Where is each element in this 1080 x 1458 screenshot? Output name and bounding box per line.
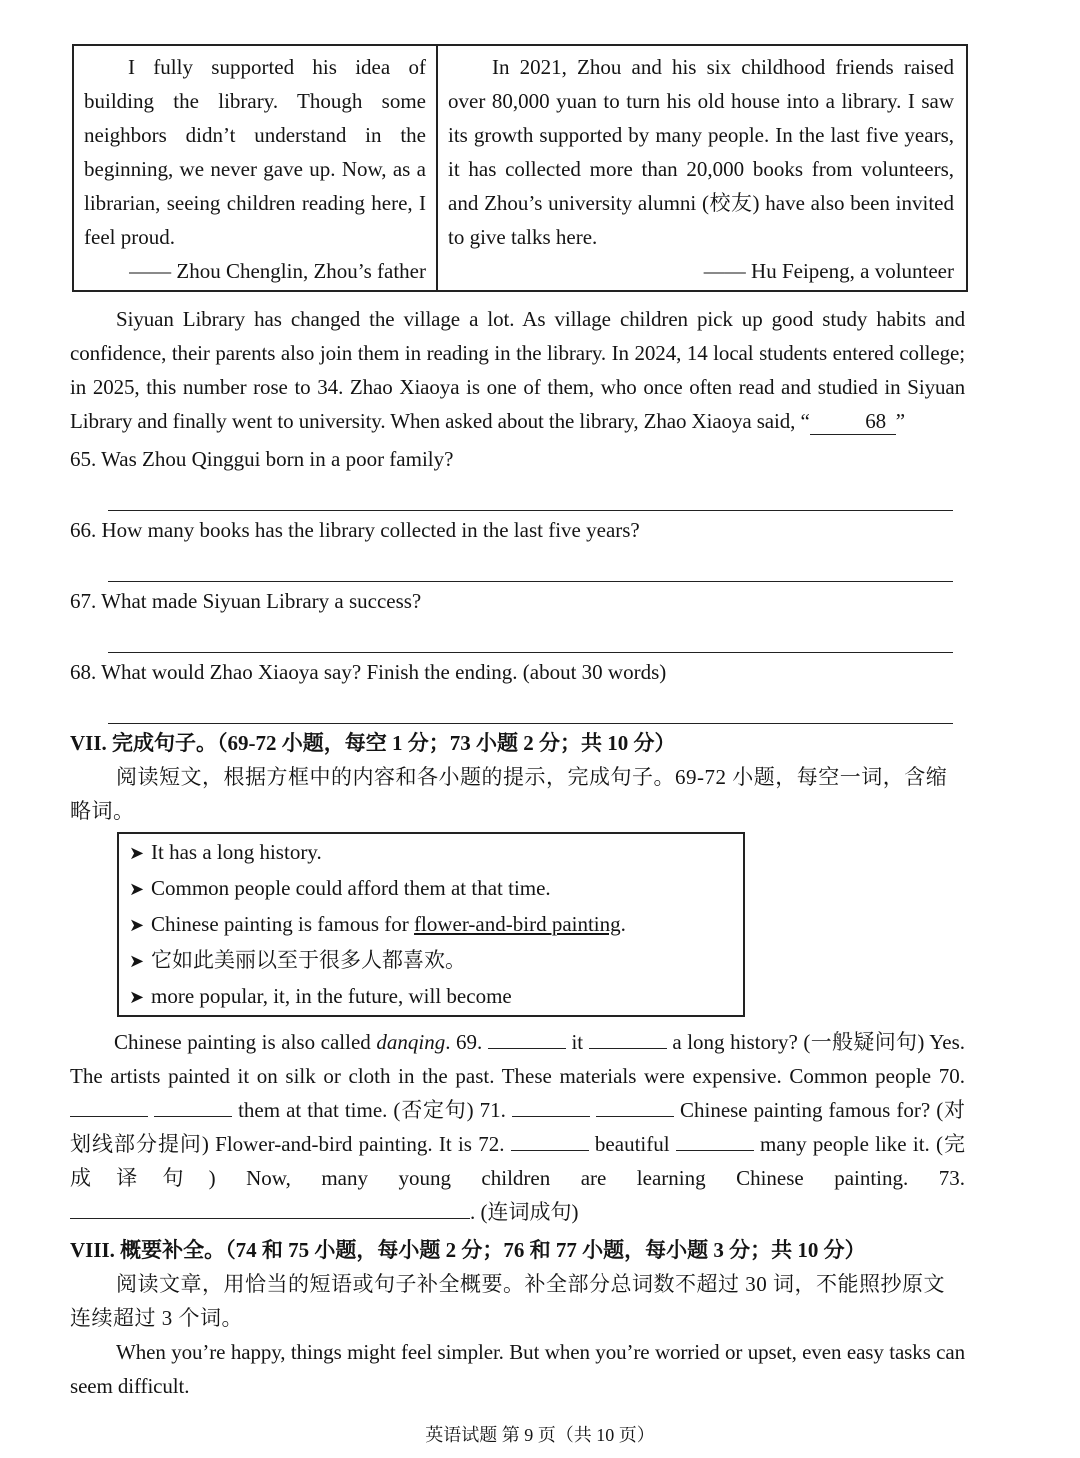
arrow-bullet-icon: ➤ <box>129 987 145 1008</box>
hint-box <box>117 832 745 1017</box>
section-7-instruction: 阅读短文，根据方框中的内容和各小题的提示，完成句子。69-72 小题，每空一词，含缩略词。 <box>70 765 948 823</box>
blank-70b[interactable] <box>154 1116 232 1117</box>
section-8-passage: When you’re happy, things might feel simpler. But when you’re worried or upset, even easy tasks can seem difficult. <box>70 1340 965 1398</box>
question-list <box>70 442 965 724</box>
section-8-instruction: 阅读文章，用恰当的短语或句子补全概要。补全部分总词数不超过 30 词，不能照抄原文连续超过 3 个词。 <box>70 1272 945 1330</box>
blank-69a[interactable] <box>488 1048 566 1049</box>
question-66: 66. How many books has the library collected in the last five years? <box>70 518 640 542</box>
quote-right-signature: —— Hu Feipeng, a volunteer <box>703 259 954 283</box>
section-7-title: VII. 完成句子。（69-72 小题，每空 1 分；73 小题 2 分；共 10 分） <box>70 731 676 755</box>
arrow-bullet-icon: ➤ <box>129 879 145 900</box>
answer-line-66[interactable] <box>108 547 953 582</box>
page-footer: 英语试题 第 9 页（共 10 页） <box>425 1425 655 1445</box>
hint-item-2: ➤ Common people could afford them at that time. <box>129 871 743 907</box>
answer-line-67[interactable] <box>108 618 953 653</box>
blank-71b[interactable] <box>596 1116 674 1117</box>
hint-item-5: ➤ more popular, it, in the future, will become <box>129 979 743 1015</box>
hint-item-4: ➤ 它如此美丽以至于很多人都喜欢。 <box>129 943 743 979</box>
blank-73[interactable] <box>70 1218 470 1219</box>
passage-close-quote: ” <box>895 409 905 433</box>
arrow-bullet-icon: ➤ <box>129 843 145 864</box>
passage-text: Siyuan Library has changed the village a lot. As village children pick up good study habits and confidence, their parents also join them in reading in the library. In 2024, 14 local students entered college; in 2025, this number rose to 34. Zhao Xiaoya is one of them, who once often read and studied in Siyuan Library and finally went to university. When asked about the library, Zhao Xiaoya said, “ <box>70 307 965 433</box>
blank-72a[interactable] <box>511 1150 589 1151</box>
blank-71a[interactable] <box>512 1116 590 1117</box>
section-8-title: VIII. 概要补全。（74 和 75 小题，每小题 2 分；76 和 77 小题，每小题 3 分；共 10 分） <box>70 1238 866 1262</box>
quote-left-text: I fully supported his idea of building the library. Though some neighbors didn’t understand in the beginning, we never gave up. Now, as a librarian, seeing children reading here, I feel proud. <box>84 55 426 249</box>
answer-line-65[interactable] <box>108 476 953 511</box>
question-67: 67. What made Siyuan Library a success? <box>70 589 422 613</box>
arrow-bullet-icon: ➤ <box>129 951 145 972</box>
question-68: 68. What would Zhao Xiaoya say? Finish the ending. (about 30 words) <box>70 660 667 684</box>
blank-68[interactable]: 68 <box>810 408 896 435</box>
hint-item-3: ➤ Chinese painting is famous for flower-and-bird painting. <box>129 907 743 943</box>
passage-paragraph <box>70 302 965 438</box>
arrow-bullet-icon: ➤ <box>129 915 145 936</box>
answer-line-68[interactable] <box>108 689 953 724</box>
quote-right <box>438 46 964 290</box>
quote-left <box>74 46 438 290</box>
blank-69b[interactable] <box>589 1048 667 1049</box>
hint-item-1: ➤ It has a long history. <box>129 835 743 871</box>
fill-in-paragraph: Chinese painting is also called danqing. 69. it a long history? (一般疑问句) Yes. The artists painted it on silk or cloth in the past. These materials were expensive. Common people 70. them at that time. (否定句) 71. Chinese painting famous for? (对划线部分提问) Flower-and-bird painting. It is 72. beautiful many people like it. (完成译句) Now, many young children are learning Chinese painting. 73. . (连词成句) <box>70 1030 966 1224</box>
quote-table <box>72 44 968 292</box>
question-65: 65. Was Zhou Qinggui born in a poor family? <box>70 447 454 471</box>
quote-right-text: In 2021, Zhou and his six childhood friends raised over 80,000 yuan to turn his old house into a library. I saw its growth supported by many people. In the last five years, it has collected more than 20,000 books from volunteers, and Zhou’s university alumni (校友) have also been invited to give talks here. <box>448 55 954 249</box>
blank-72b[interactable] <box>676 1150 754 1151</box>
quote-left-signature: —— Zhou Chenglin, Zhou’s father <box>129 259 426 283</box>
exam-page <box>70 44 965 1403</box>
blank-70a[interactable] <box>70 1116 148 1117</box>
underlined-phrase: flower-and-bird painting <box>414 912 621 936</box>
